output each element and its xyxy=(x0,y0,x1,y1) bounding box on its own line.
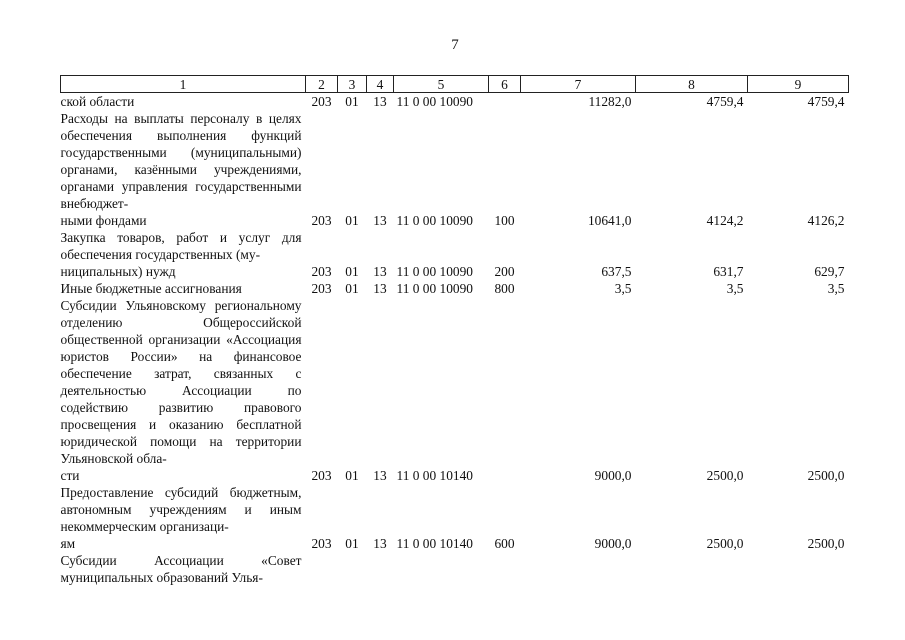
cell-col-9: 4126,2 xyxy=(807,213,845,228)
row-name-last-line: ниципальных) нужд xyxy=(60,264,176,279)
cell-col-2: 203 xyxy=(311,94,332,109)
table-row xyxy=(61,552,849,586)
cell-col-3: 01 xyxy=(345,213,359,228)
table-row xyxy=(61,484,849,552)
header-col-7: 7 xyxy=(521,76,636,93)
table-row xyxy=(61,110,849,229)
cell-col-6: 800 xyxy=(494,281,515,296)
row-name-last-line: ской области xyxy=(60,94,135,109)
cell-col-4: 13 xyxy=(373,536,387,551)
header-col-2: 2 xyxy=(306,76,338,93)
cell-col-6: 600 xyxy=(494,536,515,551)
cell-col-9: 2500,0 xyxy=(807,468,845,483)
header-col-6: 6 xyxy=(489,76,521,93)
page-number: 7 xyxy=(451,37,459,53)
cell-col-3: 01 xyxy=(345,264,359,279)
cell-col-7: 637,5 xyxy=(601,264,632,279)
cell-col-8: 631,7 xyxy=(713,264,744,279)
cell-col-9: 3,5 xyxy=(827,281,845,296)
row-name-text: Субсидии Ассоциации «Совет муниципальных образований Улья- xyxy=(60,553,302,585)
header-col-5: 5 xyxy=(394,76,489,93)
cell-col-6: 200 xyxy=(494,264,515,279)
table-row xyxy=(61,229,849,280)
table-row xyxy=(61,280,849,297)
cell-col-7: 9000,0 xyxy=(594,536,632,551)
budget-table xyxy=(60,75,849,586)
cell-col-8: 4124,2 xyxy=(706,213,744,228)
cell-col-4: 13 xyxy=(373,94,387,109)
cell-col-2: 203 xyxy=(311,264,332,279)
cell-col-4: 13 xyxy=(373,281,387,296)
row-name-last-line: ям xyxy=(60,536,76,551)
header-col-8: 8 xyxy=(636,76,748,93)
cell-col-8: 2500,0 xyxy=(706,536,744,551)
row-name xyxy=(61,280,306,297)
cell-col-8: 2500,0 xyxy=(706,468,744,483)
cell-col-4: 13 xyxy=(373,264,387,279)
row-name-text: Закупка товаров, работ и услуг для обеспечения государственных (му- xyxy=(60,230,302,262)
cell-col-5: 11 0 00 10090 xyxy=(396,213,473,228)
cell-col-7: 9000,0 xyxy=(594,468,632,483)
cell-col-9: 2500,0 xyxy=(807,536,845,551)
cell-col-3: 01 xyxy=(345,94,359,109)
cell-col-4: 13 xyxy=(373,468,387,483)
cell-col-5: 11 0 00 10090 xyxy=(396,94,473,109)
cell-col-2: 203 xyxy=(311,536,332,551)
table-row xyxy=(61,297,849,484)
cell-col-3: 01 xyxy=(345,536,359,551)
cell-col-3 xyxy=(338,552,367,586)
cell-col-2: 203 xyxy=(311,213,332,228)
header-col-3: 3 xyxy=(338,76,367,93)
cell-col-6 xyxy=(489,552,521,586)
cell-col-5 xyxy=(394,552,489,586)
cell-col-2: 203 xyxy=(311,468,332,483)
row-name-last-line: ными фондами xyxy=(60,213,147,228)
row-name-text: Субсидии Ульяновскому региональному отделению Общероссийской общественной организации «Ассоциация юристов России» на финансовое обеспечение затрат, связанных с деятельностью Ассоциации по содействию развитию правового просвещения и оказанию бесплатной юридической помощи на территории Ульяновской обла- xyxy=(60,298,302,466)
cell-col-9: 629,7 xyxy=(814,264,845,279)
row-name xyxy=(61,110,306,229)
table-row xyxy=(61,93,849,111)
header-col-4: 4 xyxy=(367,76,394,93)
cell-col-6: 100 xyxy=(494,213,515,228)
row-name-last-line: сти xyxy=(60,468,80,483)
cell-col-5: 11 0 00 10090 xyxy=(396,281,473,296)
row-name xyxy=(61,552,306,586)
cell-col-8: 3,5 xyxy=(726,281,744,296)
cell-col-5: 11 0 00 10090 xyxy=(396,264,473,279)
row-name-text: Предоставление субсидий бюджетным, автономным учреждениям и иным некоммерческим организаци- xyxy=(60,485,302,534)
cell-col-6 xyxy=(489,297,521,484)
cell-col-2: 203 xyxy=(311,281,332,296)
row-name-text: Расходы на выплаты персоналу в целях обеспечения выполнения функций государственными (муниципальными) органами, казёнными учреждениями, органами управления государственными внебюджет- xyxy=(60,111,302,211)
row-name xyxy=(61,484,306,552)
cell-col-5: 11 0 00 10140 xyxy=(396,468,473,483)
cell-col-7: 3,5 xyxy=(614,281,632,296)
row-name xyxy=(61,93,306,111)
header-col-1: 1 xyxy=(61,76,306,93)
cell-col-3: 01 xyxy=(345,468,359,483)
cell-col-9 xyxy=(748,552,849,586)
table-header-row xyxy=(61,76,849,93)
cell-col-7: 11282,0 xyxy=(588,94,632,109)
cell-col-9: 4759,4 xyxy=(807,94,845,109)
header-col-9: 9 xyxy=(748,76,849,93)
cell-col-4 xyxy=(367,552,394,586)
row-name xyxy=(61,229,306,280)
cell-col-7 xyxy=(521,552,636,586)
cell-col-3: 01 xyxy=(345,281,359,296)
row-name-last-line: Иные бюджетные ассигнования xyxy=(60,281,242,296)
cell-col-4: 13 xyxy=(373,213,387,228)
cell-col-7: 10641,0 xyxy=(587,213,632,228)
row-name xyxy=(61,297,306,484)
cell-col-8 xyxy=(636,552,748,586)
cell-col-5: 11 0 00 10140 xyxy=(396,536,473,551)
cell-col-2 xyxy=(306,552,338,586)
cell-col-6 xyxy=(489,93,521,111)
cell-col-8: 4759,4 xyxy=(706,94,744,109)
